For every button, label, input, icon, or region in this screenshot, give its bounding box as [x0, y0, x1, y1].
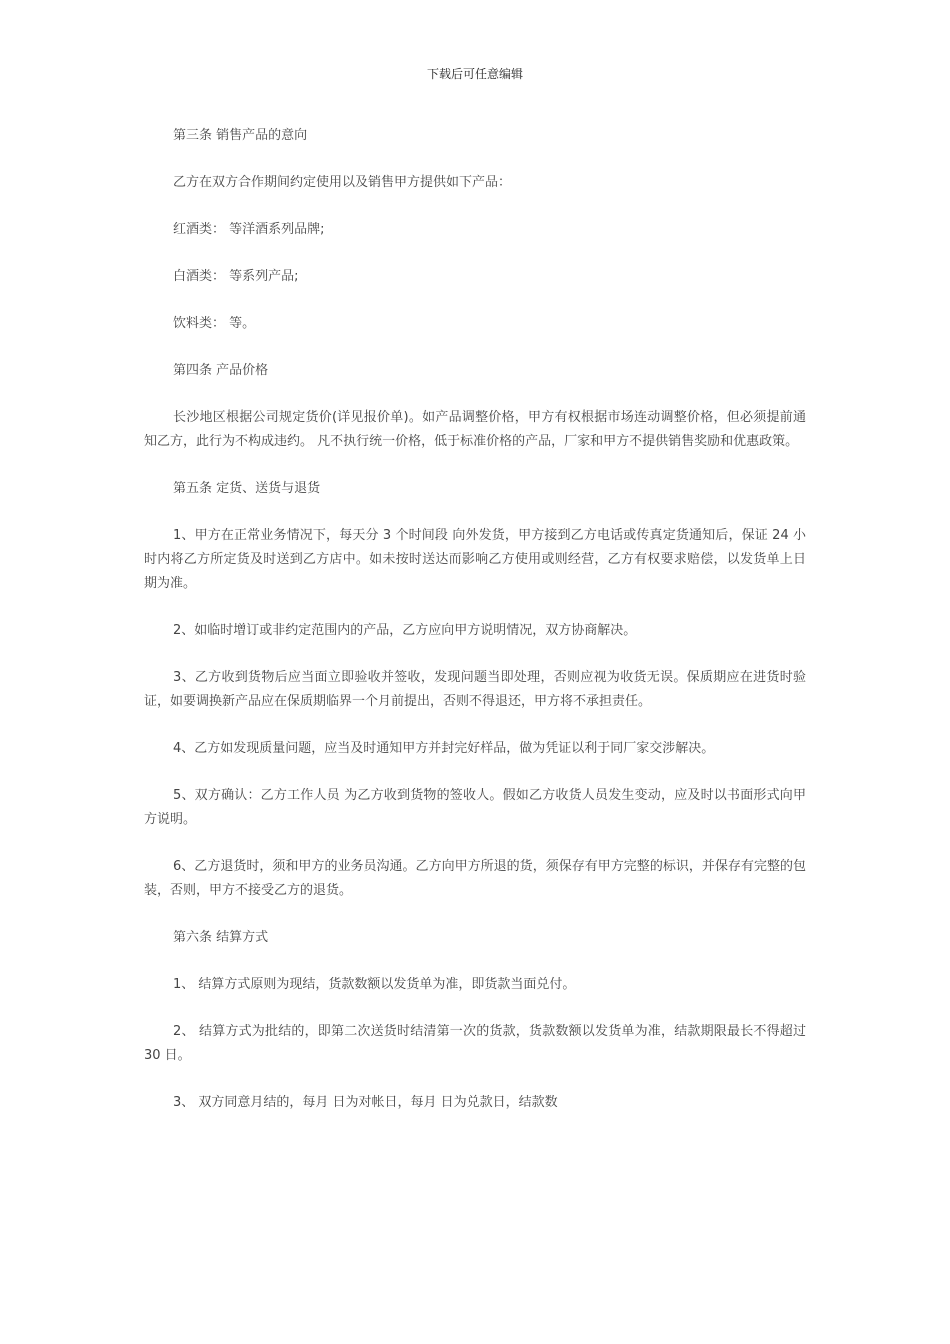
section-heading-6: 第六条 结算方式	[173, 930, 269, 945]
paragraph: 3、乙方收到货物后应当面立即验收并签收，发现问题当即处理，否则应视为收货无误。保质期应在进货时验证，如要调换新产品应在保质期临界一个月前提出，否则不得退还，甲方将不承担责任。	[144, 670, 806, 709]
paragraph: 饮料类： 等。	[173, 316, 256, 331]
paragraph: 1、 结算方式原则为现结，货款数额以发货单为准，即货款当面兑付。	[173, 977, 576, 992]
document-body	[144, 124, 806, 1138]
section-heading-5: 第五条 定货、送货与退货	[173, 481, 321, 496]
section-heading-3: 第三条 销售产品的意向	[173, 128, 308, 143]
paragraph: 6、乙方退货时，须和甲方的业务员沟通。乙方向甲方所退的货，须保存有甲方完整的标识，并保存有完整的包装，否则，甲方不接受乙方的退货。	[144, 859, 806, 898]
paragraph: 长沙地区根据公司规定货价(详见报价单)。如产品调整价格，甲方有权根据市场连动调整价格，但必须提前通知乙方，此行为不构成违约。 凡不执行统一价格，低于标准价格的产品，厂家和甲方不提供销售奖励和优惠政策。	[144, 410, 806, 449]
paragraph: 乙方在双方合作期间约定使用以及销售甲方提供如下产品：	[173, 175, 512, 190]
paragraph: 红酒类： 等洋酒系列品牌;	[173, 222, 325, 237]
paragraph: 2、 结算方式为批结的，即第二次送货时结清第一次的货款，货款数额以发货单为准，结款期限最长不得超过 30 日。	[144, 1024, 806, 1063]
paragraph: 2、如临时增订或非约定范围内的产品，乙方应向甲方说明情况，双方协商解决。	[173, 623, 637, 638]
section-heading-4: 第四条 产品价格	[173, 363, 269, 378]
paragraph: 3、 双方同意月结的，每月 日为对帐日，每月 日为兑款日，结款数	[173, 1095, 558, 1110]
paragraph: 5、双方确认：乙方工作人员 为乙方收到货物的签收人。假如乙方收货人员发生变动，应及时以书面形式向甲方说明。	[144, 788, 806, 827]
paragraph: 1、甲方在正常业务情况下，每天分 3 个时间段 向外发货，甲方接到乙方电话或传真定货通知后，保证 24 小时内将乙方所定货及时送到乙方店中。如未按时送达而影响乙方使用或则经营，乙方有权要求赔偿，以发货单上日期为准。	[144, 528, 806, 591]
paragraph: 白酒类： 等系列产品;	[173, 269, 299, 284]
paragraph: 4、乙方如发现质量问题，应当及时通知甲方并封完好样品，做为凭证以利于同厂家交涉解决。	[173, 741, 715, 756]
page-header: 下载后可任意编辑	[426, 67, 523, 81]
